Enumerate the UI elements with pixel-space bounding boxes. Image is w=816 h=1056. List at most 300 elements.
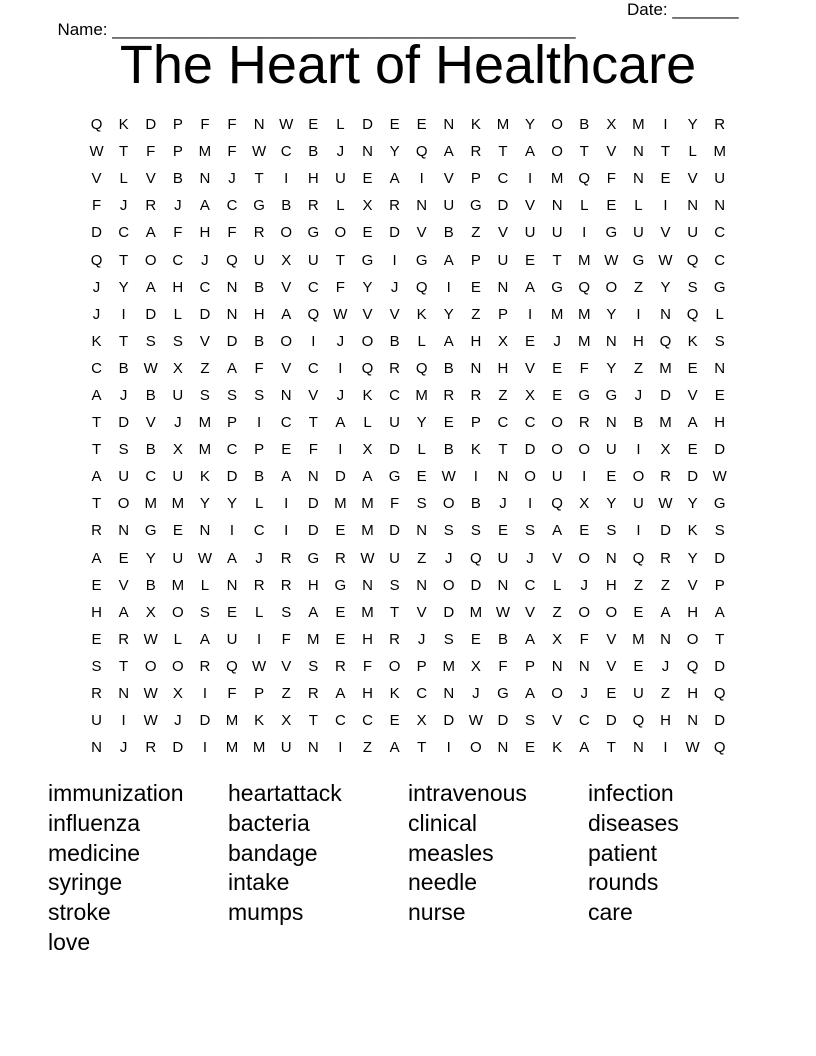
grid-letter: R: [443, 386, 455, 404]
word-list-item: medicine: [48, 839, 141, 866]
grid-letter: K: [470, 441, 481, 459]
grid-letter: Q: [415, 143, 428, 161]
grid-letter: T: [389, 603, 400, 621]
grid-letter: N: [118, 685, 130, 703]
grid-letter: M: [171, 495, 185, 513]
grid-letter: B: [118, 359, 129, 377]
grid-letter: S: [687, 278, 698, 296]
grid-letter: F: [498, 657, 508, 675]
grid-letter: R: [578, 414, 590, 432]
grid-letter: B: [443, 441, 454, 459]
grid-letter: N: [253, 116, 265, 134]
grid-letter: U: [118, 468, 130, 486]
grid-letter: S: [227, 386, 238, 404]
grid-letter: I: [582, 224, 587, 242]
grid-letter: X: [172, 359, 183, 377]
grid-letter: E: [579, 522, 590, 540]
grid-letter: C: [118, 224, 130, 242]
grid-letter: Q: [226, 657, 238, 675]
word-list-item: syringe: [48, 869, 123, 896]
word-list-item: rounds: [588, 869, 659, 896]
grid-letter: J: [255, 549, 263, 567]
grid-letter: U: [687, 224, 699, 242]
grid-letter: E: [362, 224, 373, 242]
grid-letter: N: [714, 359, 726, 377]
grid-letter: E: [687, 441, 698, 459]
grid-letter: K: [687, 522, 698, 540]
grid-letter: G: [578, 386, 591, 404]
grid-letter: S: [172, 332, 183, 350]
grid-letter: K: [91, 332, 102, 350]
grid-letter: D: [660, 386, 671, 404]
grid-letter: Y: [606, 359, 617, 377]
grid-letter: L: [336, 197, 345, 215]
grid-letter: Z: [660, 685, 671, 703]
grid-letter: S: [470, 522, 481, 540]
grid-letter: B: [281, 197, 292, 215]
grid-letter: X: [362, 441, 373, 459]
grid-letter: V: [199, 332, 210, 350]
grid-letter: M: [632, 116, 645, 134]
grid-letter: A: [91, 549, 102, 567]
grid-letter: O: [551, 441, 563, 459]
grid-letter: Q: [90, 251, 103, 269]
word-list-item: influenza: [48, 809, 141, 836]
grid-letter: Y: [389, 143, 400, 161]
grid-letter: S: [145, 332, 156, 350]
grid-letter: V: [91, 170, 102, 188]
grid-letter: M: [550, 170, 564, 188]
word-list: [48, 779, 768, 958]
grid-letter: O: [442, 576, 455, 594]
grid-letter: J: [390, 278, 399, 296]
grid-letter: J: [336, 332, 345, 350]
grid-letter: W: [279, 116, 294, 134]
grid-letter: Q: [659, 332, 672, 350]
grid-letter: X: [172, 685, 183, 703]
grid-letter: E: [470, 630, 481, 648]
grid-letter: B: [443, 224, 454, 242]
grid-letter: X: [660, 441, 671, 459]
grid-letter: F: [200, 116, 210, 134]
grid-letter: N: [362, 576, 373, 594]
grid-letter: B: [254, 332, 265, 350]
grid-letter: E: [335, 630, 346, 648]
grid-letter: I: [284, 495, 289, 513]
grid-letter: P: [470, 170, 481, 188]
grid-letter: F: [227, 143, 237, 161]
word-list-item: measles: [408, 839, 494, 866]
grid-letter: S: [714, 522, 725, 540]
grid-letter: F: [227, 224, 237, 242]
grid-letter: T: [254, 170, 264, 188]
grid-letter: I: [663, 116, 668, 134]
grid-letter: A: [525, 278, 536, 296]
grid-letter: C: [145, 468, 157, 486]
grid-letter: L: [580, 197, 589, 215]
grid-letter: T: [308, 712, 318, 730]
grid-letter: H: [362, 685, 373, 703]
grid-letter: F: [254, 359, 264, 377]
grid-letter: N: [199, 522, 211, 540]
grid-letter: N: [470, 359, 482, 377]
grid-letter: C: [497, 170, 509, 188]
grid-letter: D: [362, 116, 373, 134]
grid-letter: B: [497, 630, 508, 648]
word-list-item: nurse: [408, 899, 466, 926]
grid-letter: M: [442, 657, 456, 675]
grid-letter: N: [226, 278, 238, 296]
grid-letter: S: [199, 603, 210, 621]
grid-letter: R: [307, 197, 319, 215]
grid-letter: V: [281, 657, 292, 675]
grid-letter: H: [91, 603, 102, 621]
grid-letter: V: [606, 143, 617, 161]
grid-letter: N: [605, 549, 617, 567]
grid-letter: Y: [227, 495, 238, 513]
grid-letter: S: [118, 441, 129, 459]
grid-letter: I: [338, 441, 343, 459]
grid-letter: Q: [686, 305, 699, 323]
grid-letter: Y: [118, 278, 129, 296]
grid-letter: B: [145, 576, 156, 594]
grid-letter: M: [361, 603, 374, 621]
grid-letter: R: [307, 685, 319, 703]
grid-letter: W: [252, 657, 267, 675]
grid-letter: G: [605, 386, 618, 404]
grid-letter: A: [308, 603, 319, 621]
grid-letter: U: [389, 549, 400, 567]
grid-letter: J: [445, 549, 453, 567]
grid-letter: S: [308, 657, 319, 675]
date-field: [627, 0, 739, 20]
grid-letter: T: [91, 495, 102, 513]
grid-letter: J: [92, 305, 101, 323]
grid-letter: M: [659, 414, 672, 432]
grid-letter: V: [443, 170, 454, 188]
grid-letter: G: [713, 278, 726, 296]
grid-letter: M: [225, 739, 239, 757]
grid-letter: M: [577, 332, 591, 350]
grid-letter: H: [307, 170, 319, 188]
grid-letter: A: [552, 522, 563, 540]
grid-letter: Y: [687, 116, 698, 134]
grid-letter: P: [172, 143, 183, 161]
grid-letter: J: [174, 414, 182, 432]
grid-letter: A: [227, 359, 238, 377]
grid-letter: A: [281, 468, 292, 486]
grid-letter: W: [252, 143, 267, 161]
grid-letter: D: [389, 522, 400, 540]
grid-letter: Y: [687, 495, 698, 513]
grid-letter: N: [362, 143, 373, 161]
grid-letter: M: [713, 143, 726, 161]
grid-letter: O: [578, 549, 591, 567]
grid-letter: M: [307, 630, 320, 648]
grid-letter: J: [336, 386, 345, 404]
grid-letter: I: [419, 170, 424, 188]
grid-letter: N: [605, 332, 617, 350]
grid-letter: F: [227, 116, 237, 134]
grid-letter: T: [91, 441, 102, 459]
grid-letter: U: [226, 630, 238, 648]
grid-letter: E: [470, 278, 481, 296]
name-blank[interactable]: _________________________________________________: [112, 20, 576, 39]
grid-letter: S: [525, 522, 536, 540]
grid-letter: H: [660, 712, 671, 730]
grid-letter: N: [660, 305, 671, 323]
grid-letter: V: [660, 224, 671, 242]
grid-letter: H: [714, 414, 726, 432]
grid-letter: I: [636, 305, 641, 323]
grid-letter: G: [632, 251, 645, 269]
grid-letter: T: [579, 143, 589, 161]
grid-letter: O: [334, 224, 347, 242]
grid-letter: X: [281, 251, 292, 269]
grid-letter: N: [687, 712, 699, 730]
grid-letter: I: [121, 712, 126, 730]
grid-letter: H: [199, 224, 211, 242]
grid-letter: S: [443, 522, 454, 540]
grid-letter: E: [633, 603, 644, 621]
grid-letter: J: [201, 251, 209, 269]
grid-letter: V: [281, 359, 292, 377]
grid-letter: F: [579, 359, 589, 377]
grid-letter: C: [416, 685, 428, 703]
grid-letter: C: [226, 441, 238, 459]
grid-letter: L: [688, 143, 697, 161]
grid-letter: M: [577, 305, 591, 323]
grid-letter: U: [551, 468, 563, 486]
grid-letter: O: [171, 657, 184, 675]
grid-letter: I: [229, 522, 235, 540]
grid-letter: R: [280, 576, 292, 594]
grid-letter: Z: [633, 576, 643, 594]
grid-letter: K: [416, 305, 427, 323]
grid-letter: Q: [686, 657, 699, 675]
grid-letter: M: [198, 414, 212, 432]
grid-letter: F: [146, 143, 156, 161]
grid-letter: F: [362, 657, 373, 675]
grid-letter: T: [417, 739, 427, 757]
grid-letter: V: [525, 603, 536, 621]
grid-letter: A: [660, 603, 671, 621]
grid-letter: N: [307, 739, 319, 757]
grid-letter: Y: [687, 549, 698, 567]
grid-letter: I: [582, 468, 587, 486]
word-list-item: heartattack: [228, 780, 342, 806]
grid-letter: W: [89, 143, 104, 161]
grid-letter: R: [660, 468, 671, 486]
grid-letter: N: [307, 468, 319, 486]
grid-letter: U: [605, 441, 617, 459]
grid-letter: Z: [552, 603, 562, 621]
grid-letter: S: [443, 630, 454, 648]
grid-letter: E: [606, 468, 617, 486]
grid-letter: Y: [199, 495, 210, 513]
grid-letter: N: [416, 197, 428, 215]
grid-letter: A: [145, 278, 156, 296]
grid-letter: C: [280, 143, 292, 161]
grid-letter: W: [143, 630, 158, 648]
grid-letter: E: [660, 170, 671, 188]
grid-letter: I: [257, 630, 262, 648]
grid-letter: P: [416, 657, 427, 675]
grid-letter: W: [143, 712, 158, 730]
grid-letter: R: [91, 522, 102, 540]
grid-letter: O: [470, 739, 482, 757]
word-list-item: care: [588, 899, 633, 926]
grid-letter: G: [334, 576, 347, 594]
grid-letter: C: [524, 414, 536, 432]
grid-letter: I: [636, 522, 641, 540]
grid-letter: T: [335, 251, 345, 269]
grid-letter: L: [417, 441, 426, 459]
grid-letter: K: [552, 739, 563, 757]
grid-letter: U: [497, 549, 509, 567]
grid-letter: C: [172, 251, 184, 269]
grid-letter: B: [308, 143, 319, 161]
grid-letter: V: [281, 278, 292, 296]
grid-letter: D: [714, 441, 726, 459]
grid-letter: X: [172, 441, 183, 459]
grid-letter: E: [335, 522, 346, 540]
grid-letter: E: [389, 712, 400, 730]
grid-letter: F: [335, 278, 345, 296]
grid-letter: G: [307, 549, 320, 567]
grid-letter: C: [226, 197, 238, 215]
grid-letter: E: [552, 359, 563, 377]
grid-letter: O: [144, 251, 157, 269]
grid-letter: F: [389, 495, 400, 513]
grid-letter: S: [254, 386, 265, 404]
grid-letter: S: [199, 386, 210, 404]
grid-letter: Q: [90, 116, 103, 134]
word-list-item: love: [48, 928, 91, 955]
grid-letter: E: [606, 197, 617, 215]
grid-letter: C: [714, 224, 726, 242]
grid-letter: M: [415, 386, 428, 404]
grid-letter: A: [579, 739, 590, 757]
grid-letter: X: [606, 116, 617, 134]
grid-letter: C: [362, 712, 373, 730]
grid-letter: D: [660, 522, 671, 540]
grid-letter: S: [714, 332, 725, 350]
grid-letter: G: [551, 278, 563, 296]
grid-letter: D: [226, 468, 238, 486]
grid-letter: N: [578, 657, 590, 675]
grid-letter: K: [362, 386, 373, 404]
grid-letter: D: [443, 603, 455, 621]
grid-letter: V: [687, 576, 698, 594]
grid-letter: N: [605, 414, 617, 432]
grid-letter: W: [197, 549, 212, 567]
grid-letter: M: [198, 143, 212, 161]
grid-letter: Q: [686, 251, 699, 269]
grid-letter: J: [336, 143, 345, 161]
date-blank[interactable]: _______: [672, 0, 739, 19]
grid-letter: D: [714, 657, 726, 675]
word-list-item: needle: [408, 869, 478, 896]
grid-letter: Z: [417, 549, 427, 567]
grid-letter: C: [714, 251, 726, 269]
grid-letter: F: [579, 630, 589, 648]
grid-letter: E: [525, 739, 536, 757]
grid-letter: Q: [713, 685, 726, 703]
grid-letter: W: [143, 685, 158, 703]
grid-letter: O: [117, 495, 130, 513]
grid-letter: E: [91, 576, 102, 594]
grid-letter: L: [363, 414, 372, 432]
grid-letter: E: [552, 386, 563, 404]
grid-letter: I: [392, 251, 397, 269]
grid-letter: A: [443, 251, 454, 269]
grid-letter: M: [361, 495, 374, 513]
grid-letter: X: [497, 332, 508, 350]
grid-letter: Y: [606, 495, 617, 513]
grid-letter: V: [525, 359, 536, 377]
grid-letter: D: [145, 116, 157, 134]
grid-letter: V: [525, 197, 536, 215]
grid-letter: F: [227, 685, 237, 703]
grid-letter: K: [199, 468, 210, 486]
grid-letter: D: [714, 712, 726, 730]
grid-letter: V: [362, 305, 373, 323]
grid-letter: T: [606, 739, 616, 757]
word-list-item: intravenous: [408, 780, 527, 806]
grid-letter: O: [280, 332, 293, 350]
grid-letter: U: [714, 170, 726, 188]
grid-letter: P: [172, 116, 183, 134]
grid-letter: R: [253, 576, 265, 594]
grid-letter: U: [280, 739, 292, 757]
grid-letter: D: [307, 495, 319, 513]
grid-letter: G: [470, 197, 482, 215]
grid-letter: G: [307, 224, 320, 242]
grid-letter: G: [253, 197, 265, 215]
grid-letter: L: [417, 332, 426, 350]
word-list-item: clinical: [408, 809, 478, 836]
grid-letter: O: [280, 224, 293, 242]
word-list-item: immunization: [48, 780, 184, 806]
grid-letter: G: [388, 468, 401, 486]
grid-letter: D: [145, 305, 157, 323]
grid-letter: X: [470, 657, 481, 675]
grid-letter: M: [659, 359, 672, 377]
grid-letter: W: [468, 712, 483, 730]
grid-letter: V: [145, 414, 156, 432]
word-list-item: diseases: [588, 809, 679, 836]
grid-letter: P: [227, 414, 238, 432]
grid-letter: D: [226, 332, 238, 350]
grid-letter: O: [605, 278, 618, 296]
page-title: The Heart of Healthcare: [119, 35, 697, 95]
grid-letter: N: [199, 170, 211, 188]
grid-letter: P: [497, 305, 508, 323]
grid-letter: A: [335, 685, 346, 703]
grid-letter: I: [527, 170, 533, 188]
grid-letter: I: [663, 739, 668, 757]
grid-letter: O: [605, 603, 618, 621]
grid-letter: R: [91, 685, 102, 703]
grid-letter: T: [660, 143, 671, 161]
grid-letter: X: [525, 386, 536, 404]
grid-letter: G: [144, 522, 157, 540]
grid-letter: H: [633, 332, 644, 350]
grid-letter: N: [551, 657, 563, 675]
grid-letter: D: [497, 712, 509, 730]
grid-letter: D: [389, 441, 400, 459]
